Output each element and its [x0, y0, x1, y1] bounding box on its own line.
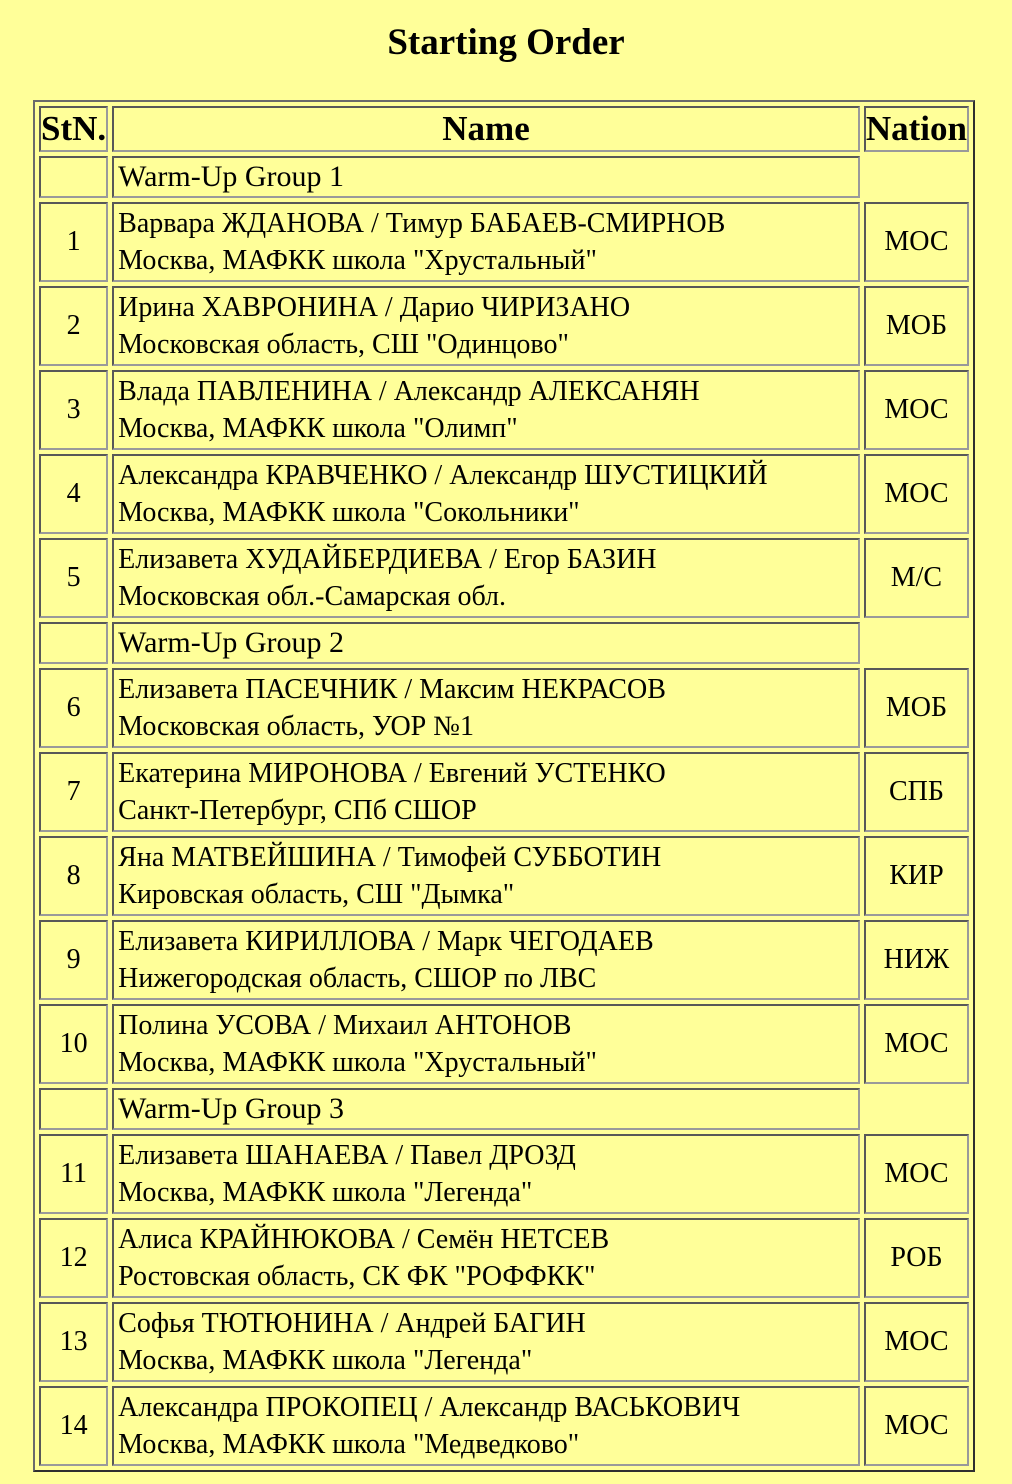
skater-names: Елизавета ХУДАЙБЕРДИЕВА / Егор БАЗИН — [118, 544, 657, 575]
warmup-group-row — [39, 622, 969, 664]
header-row — [39, 106, 969, 152]
start-number: 1 — [39, 202, 108, 282]
competitor-cell — [112, 538, 860, 618]
skater-names: Софья ТЮТЮНИНА / Андрей БАГИН — [118, 1308, 586, 1339]
table-row — [39, 1302, 969, 1382]
table-row — [39, 202, 969, 282]
skater-names: Екатерина МИРОНОВА / Евгений УСТЕНКО — [118, 758, 666, 789]
skater-names: Яна МАТВЕЙШИНА / Тимофей СУББОТИН — [118, 842, 662, 873]
warmup-group-row — [39, 1088, 969, 1130]
skater-club: Москва, МАФКК школа "Олимп" — [118, 413, 518, 444]
skater-club: Москва, МАФКК школа "Легенда" — [118, 1345, 533, 1376]
start-number: 9 — [39, 920, 108, 1000]
table-row — [39, 538, 969, 618]
table-row — [39, 1004, 969, 1084]
nation-code: МОС — [864, 1386, 969, 1466]
skater-club: Москва, МАФКК школа "Сокольники" — [118, 497, 580, 528]
column-header-nation: Nation — [864, 106, 969, 152]
table-row — [39, 370, 969, 450]
skater-club: Санкт-Петербург, СПб СШОР — [118, 795, 477, 826]
skater-club: Нижегородская область, СШОР по ЛВС — [118, 963, 597, 994]
competitor-cell — [112, 1004, 860, 1084]
warmup-group-label: Warm-Up Group 1 — [112, 156, 860, 198]
table-row — [39, 1218, 969, 1298]
table-row — [39, 454, 969, 534]
start-number: 11 — [39, 1134, 108, 1214]
warmup-group-label: Warm-Up Group 3 — [112, 1088, 860, 1130]
skater-club: Московская область, УОР №1 — [118, 711, 474, 742]
start-number: 2 — [39, 286, 108, 366]
nation-code: МОС — [864, 1302, 969, 1382]
column-header-stn: StN. — [39, 106, 108, 152]
competitor-cell — [112, 668, 860, 748]
skater-club: Москва, МАФКК школа "Хрустальный" — [118, 1047, 597, 1078]
competitor-cell — [112, 1218, 860, 1298]
competitor-cell — [112, 1302, 860, 1382]
competitor-cell — [112, 370, 860, 450]
nation-code: М/С — [864, 538, 969, 618]
nation-code: НИЖ — [864, 920, 969, 1000]
competitor-cell — [112, 454, 860, 534]
skater-names: Влада ПАВЛЕНИНА / Александр АЛЕКСАНЯН — [118, 376, 700, 407]
skater-club: Москва, МАФКК школа "Легенда" — [118, 1177, 533, 1208]
competitor-cell — [112, 1134, 860, 1214]
start-number: 14 — [39, 1386, 108, 1466]
table-row — [39, 1134, 969, 1214]
start-number: 10 — [39, 1004, 108, 1084]
nation-code: МОС — [864, 1134, 969, 1214]
nation-code: СПБ — [864, 752, 969, 832]
start-number: 6 — [39, 668, 108, 748]
start-number: 8 — [39, 836, 108, 916]
nation-code: МОС — [864, 1004, 969, 1084]
start-number: 7 — [39, 752, 108, 832]
start-number-empty — [39, 622, 108, 664]
competitor-cell — [112, 286, 860, 366]
nation-code: КИР — [864, 836, 969, 916]
skater-names: Варвара ЖДАНОВА / Тимур БАБАЕВ-СМИРНОВ — [118, 208, 726, 239]
competitor-cell — [112, 920, 860, 1000]
nation-code: МОС — [864, 370, 969, 450]
nation-code: МОБ — [864, 286, 969, 366]
start-number: 12 — [39, 1218, 108, 1298]
skater-names: Елизавета ШАНАЕВА / Павел ДРОЗД — [118, 1140, 576, 1171]
competitor-cell — [112, 752, 860, 832]
table-row — [39, 286, 969, 366]
skater-names: Елизавета КИРИЛЛОВА / Марк ЧЕГОДАЕВ — [118, 926, 654, 957]
start-number: 3 — [39, 370, 108, 450]
skater-names: Алиса КРАЙНЮКОВА / Семён НЕТСЕВ — [118, 1224, 610, 1255]
start-number: 4 — [39, 454, 108, 534]
skater-names: Александра ПРОКОПЕЦ / Александр ВАСЬКОВИЧ — [118, 1392, 741, 1423]
start-number-empty — [39, 156, 108, 198]
skater-names: Александра КРАВЧЕНКО / Александр ШУСТИЦКИЙ — [118, 460, 768, 491]
starting-order-table — [33, 100, 975, 1472]
warmup-group-row — [39, 156, 969, 198]
competitor-cell — [112, 1386, 860, 1466]
table-row — [39, 668, 969, 748]
competitor-cell — [112, 202, 860, 282]
nation-code: МОС — [864, 454, 969, 534]
page-title: Starting Order — [387, 22, 625, 63]
start-number: 5 — [39, 538, 108, 618]
nation-code: МОС — [864, 202, 969, 282]
start-number: 13 — [39, 1302, 108, 1382]
skater-names: Полина УСОВА / Михаил АНТОНОВ — [118, 1010, 572, 1041]
warmup-group-label: Warm-Up Group 2 — [112, 622, 860, 664]
table-row — [39, 752, 969, 832]
skater-names: Ирина ХАВРОНИНА / Дарио ЧИРИЗАНО — [118, 292, 631, 323]
competitor-cell — [112, 836, 860, 916]
skater-club: Москва, МАФКК школа "Хрустальный" — [118, 245, 597, 276]
table-row — [39, 836, 969, 916]
skater-names: Елизавета ПАСЕЧНИК / Максим НЕКРАСОВ — [118, 674, 666, 705]
skater-club: Кировская область, СШ "Дымка" — [118, 879, 515, 910]
table-row — [39, 920, 969, 1000]
table-row — [39, 1386, 969, 1466]
nation-code: РОБ — [864, 1218, 969, 1298]
column-header-name: Name — [112, 106, 860, 152]
skater-club: Ростовская область, СК ФК "РОФФКК" — [118, 1261, 596, 1292]
skater-club: Москва, МАФКК школа "Медведково" — [118, 1429, 580, 1460]
skater-club: Московская обл.-Самарская обл. — [118, 581, 506, 612]
nation-code: МОБ — [864, 668, 969, 748]
start-number-empty — [39, 1088, 108, 1130]
skater-club: Московская область, СШ "Одинцово" — [118, 329, 569, 360]
